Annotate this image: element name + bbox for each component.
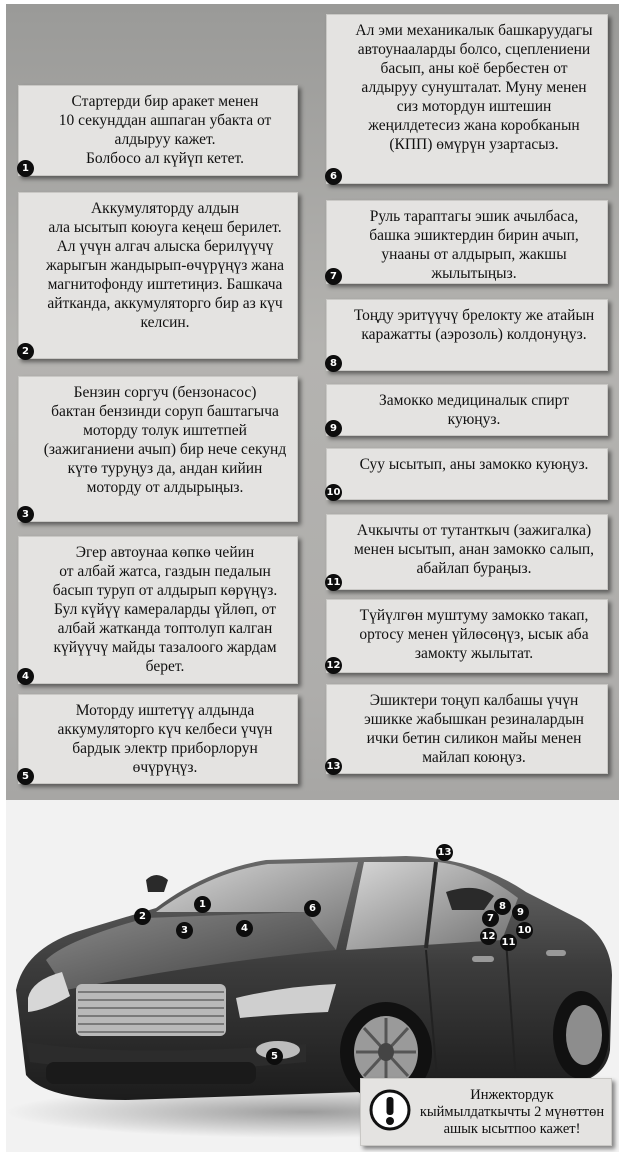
tip-9 (326, 384, 608, 436)
tip-10 (326, 448, 608, 500)
tip-1 (18, 85, 298, 176)
tip-text: Руль тараптагы эшик ачылбаса, башка эшиктердин бирин ачып, унааны от алдырып, жакшы жылытыңыз. (369, 208, 579, 282)
tip-12 (326, 599, 608, 673)
tip-number-badge: 10 (325, 484, 342, 501)
tip-number-badge: 2 (17, 343, 34, 360)
car-marker-8: 8 (494, 898, 511, 915)
tip-number-badge: 3 (17, 506, 34, 523)
car-marker-4: 4 (236, 920, 253, 937)
tip-number-badge: 5 (17, 768, 34, 785)
tip-text: Бензин соргуч (бензонасос) бактан бензинди соруп баштагыча моторду толук иштетпей (зажиганиени ачып) бир нече секунд күтө туруңуз да, андан кийин моторду от алдырыңыз. (43, 384, 287, 496)
car-marker-9: 9 (512, 904, 529, 921)
car-marker-5: 5 (266, 1048, 283, 1065)
tip-13 (326, 684, 608, 774)
tip-number-badge: 4 (17, 668, 34, 685)
car-marker-3: 3 (176, 922, 193, 939)
tip-text: Аккумуляторду алдын ала ысытып коюуга кеңеш берилет. Ал үчүн алгач алыска берилүүчү жарыгын жандырып-өчүрүңүз жана магнитофонду иштетиңиз. Башкача айтканда, аккумуляторго бир аз күч келсин. (45, 200, 285, 331)
car-marker-13: 13 (436, 844, 453, 861)
car-marker-1: 1 (194, 896, 211, 913)
tip-number-badge: 13 (325, 758, 342, 775)
tip-number-badge: 8 (325, 355, 342, 372)
car-marker-7: 7 (482, 910, 499, 927)
car-marker-2: 2 (134, 908, 151, 925)
tip-4 (18, 536, 298, 684)
tip-text: Эгер автоунаа көпкө чейин от албай жатса, газдын педалын басып туруп от алдырып көрүңүз. Бул күйүү камераларды үйлөп, от албай жатканда топтолуп калган күйүүчү майды тазалоого жардам берет. (52, 544, 278, 675)
tip-number-badge: 6 (325, 168, 342, 185)
tip-number-badge: 9 (325, 420, 342, 437)
tip-5 (18, 694, 298, 784)
tip-number-badge: 1 (17, 160, 34, 177)
tip-text: Эшиктери тоңуп калбашы үчүн эшикке жабышкан резиналардын ички бетин силикон майы менен майлап коюңуз. (364, 692, 584, 766)
car-marker-11: 11 (500, 934, 517, 951)
tip-3 (18, 376, 298, 522)
exclamation-icon (369, 1089, 411, 1131)
car-marker-10: 10 (516, 922, 533, 939)
tip-number-badge: 11 (325, 574, 342, 591)
tip-text: Замокко медициналык спирт куюңуз. (378, 392, 569, 428)
tip-number-badge: 7 (325, 268, 342, 285)
warning-box (360, 1078, 612, 1146)
tip-text: Тоңду эритүүчү брелокту же атайын каражатты (аэрозоль) колдонуңуз. (353, 307, 595, 343)
warning-text: Инжектордук кыймылдаткычты 2 мүнөттөн ашык ысытпоо кажет! (419, 1087, 605, 1137)
tip-8 (326, 299, 608, 371)
tip-number-badge: 12 (325, 657, 342, 674)
tip-text: Суу ысытып, аны замокко куюңуз. (359, 456, 589, 473)
car-marker-6: 6 (304, 900, 321, 917)
infographic-poster (6, 4, 619, 1152)
tip-text: Моторду иштетүү алдында аккумуляторго күч келбеси үчүн бардык электр приборлорун өчүрүңүз. (57, 702, 273, 776)
tip-11 (326, 514, 608, 590)
tip-text: Стартерди бир аракет менен 10 секунддан ашпаган убакта от алдыруу кажет. Болбосо ал күйүп кетет. (58, 93, 272, 167)
tip-text: Ачкычты от тутанткыч (зажигалка) менен ысытып, анан замокко салып, абайлап бураңыз. (353, 522, 595, 577)
tip-2 (18, 192, 298, 359)
tip-7 (326, 200, 608, 284)
tip-text: Түйүлгөн муштуму замокко такап, ортосу менен үйлөсөңүз, ысык аба замокту жылытат. (359, 607, 589, 662)
tip-text: Ал эми механикалык башкаруудагы автоунааларды болсо, сцеплениени басып, аны коё бербестен от алдыруу сунушталат. Муну менен сиз мотордун иштешин жеңилдетесиз жана коробканын (КПП) өмүрүн узартасыз. (355, 22, 593, 153)
tip-6 (326, 14, 608, 184)
car-marker-12: 12 (480, 928, 497, 945)
